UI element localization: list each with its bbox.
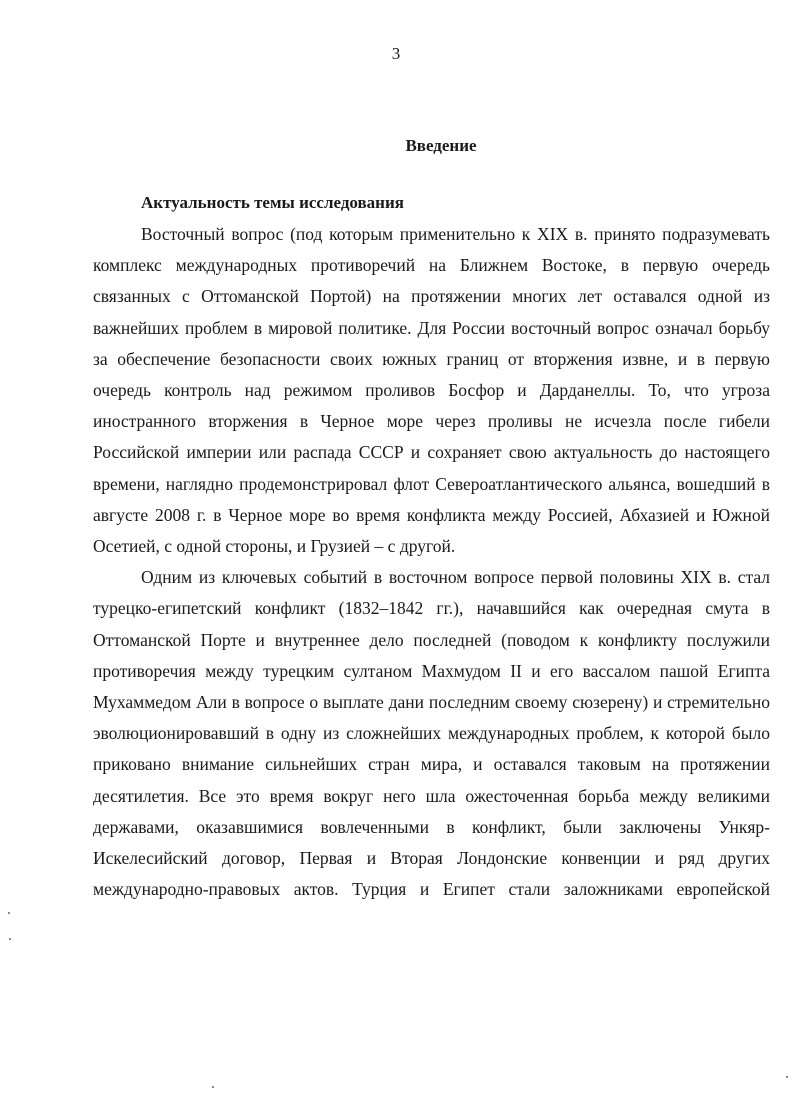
page-number: 3: [391, 44, 401, 63]
scan-speck: [786, 1076, 788, 1078]
paragraph-1: Восточный вопрос (под которым применительно к XIX в. принято подразумевать комплекс международных противоречий на Ближнем Востоке, в первую очередь связанных с Оттоманской Портой) на протяжении многих лет оставался одной из важнейших проблем в мировой политике. Для России восточный вопрос означал борьбу за обеспечение безопасности своих южных границ от вторжения извне, и в первую очередь контроль над режимом проливов Босфор и Дарданеллы. То, что угроза иностранного вторжения в Черное море через проливы не исчезла после гибели Российской империи или распада СССР и сохраняет свою актуальность до настоящего времени, наглядно продемонстрировал флот Североатлантического альянса, вошедший в августе 2008 г. в Черное море во время конфликта между Россией, Абхазией и Южной Осетией, с одной стороны, и Грузией – с другой.: [93, 224, 770, 557]
section-heading: Актуальность темы исследования: [141, 193, 404, 212]
paragraph-2: Одним из ключевых событий в восточном вопросе первой половины XIX в. стал турецко-египетский конфликт (1832–1842 гг.), начавшийся как очередная смута в Оттоманской Порте и внутреннее дело последней (поводом к конфликту послужили противоречия между турецким султаном Махмудом II и его вассалом пашой Египта Мухаммедом Али в вопросе о выплате дани последним своему сюзерену) и стремительно эволюционировавший в одну из сложнейших международных проблем, к которой было приковано внимание сильнейших стран мира, и оставался таковым на протяжении десятилетия. Все это время вокруг него шла ожесточенная борьба между великими державами, оказавшимися вовлеченными в конфликт, были заключены Ункяр-Искелесийский договор, Первая и Вторая Лондонские конвенции и ряд других международно-правовых актов. Турция и Египет стали заложниками европейской: [93, 567, 770, 900]
chapter-title: Введение: [405, 136, 477, 155]
scan-speck: [212, 1086, 214, 1088]
scan-speck: [8, 912, 10, 914]
scan-speck: [9, 938, 11, 940]
body-text: [93, 219, 770, 905]
